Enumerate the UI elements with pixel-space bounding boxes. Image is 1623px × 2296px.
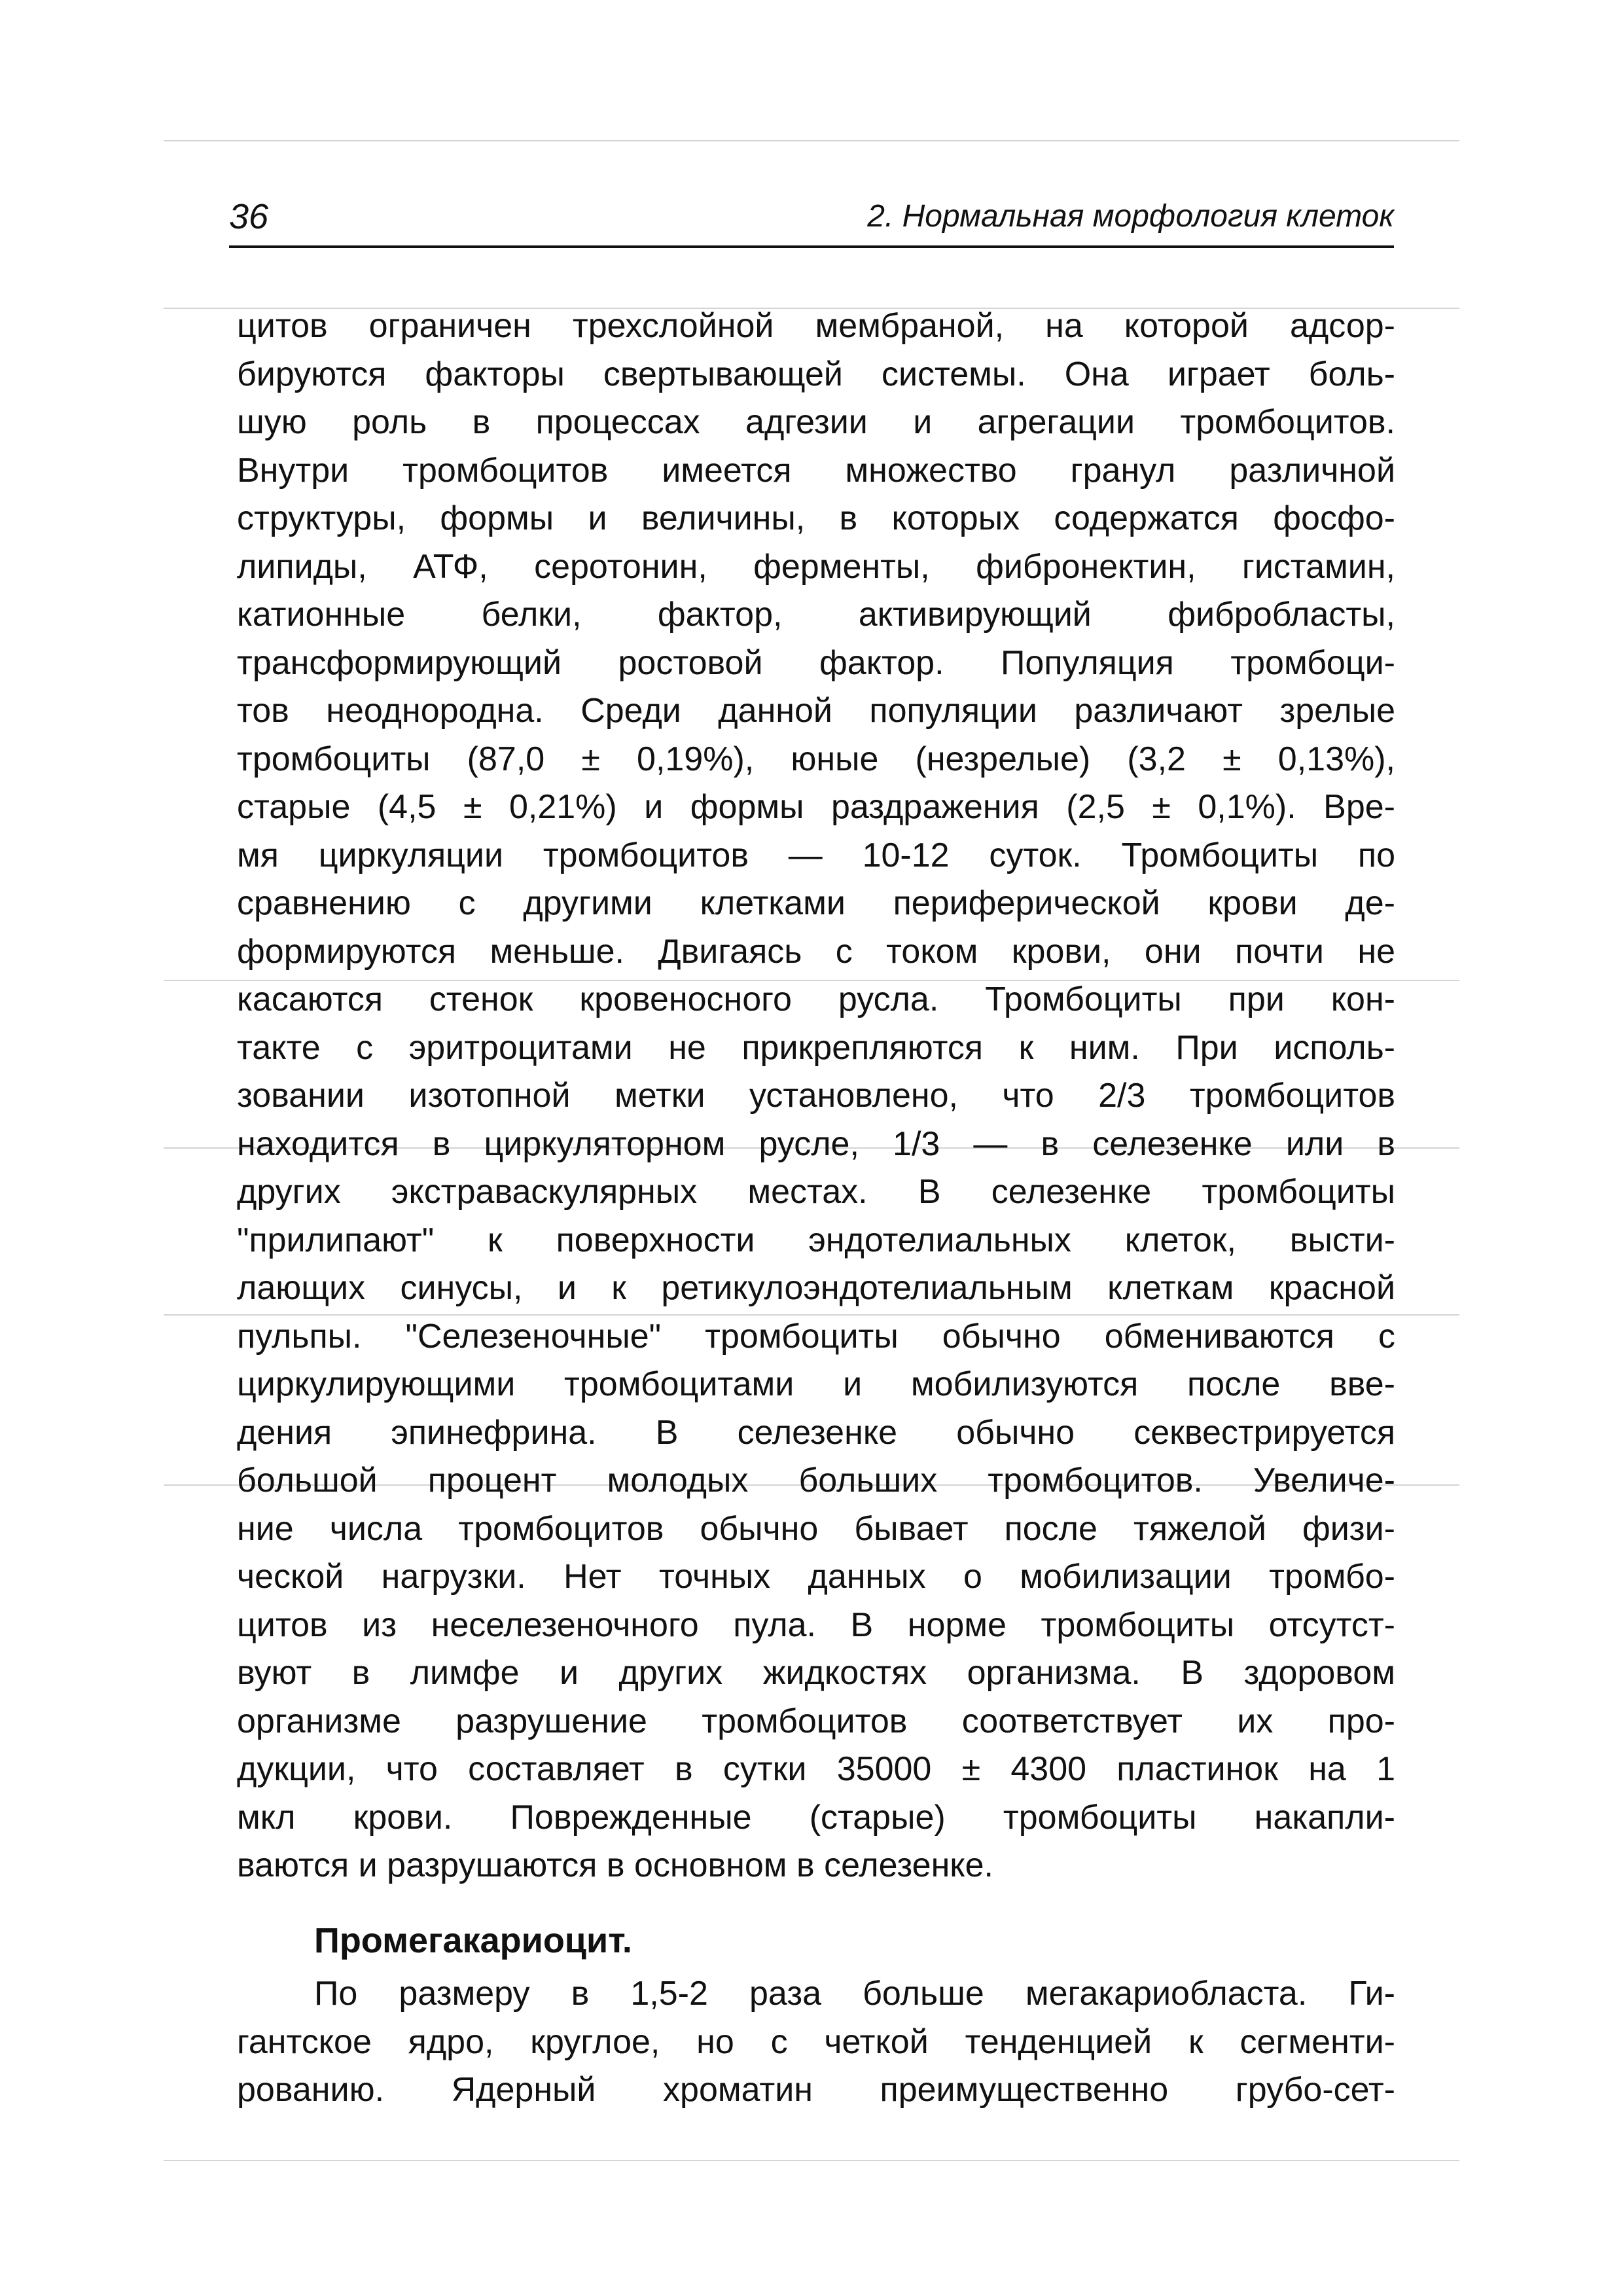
text-line: большой процент молодых больших тромбоцитов. Увеличе- (237, 1462, 1395, 1499)
text-line: По размеру в 1,5-2 раза больше мегакариобласта. Ги- (314, 1975, 1395, 2013)
text-line: мкл крови. Поврежденные (старые) тромбоциты накапли- (237, 1798, 1395, 1837)
page-number: 36 (229, 197, 269, 236)
text-line: касаются стенок кровеносного русла. Тромбоциты при кон- (237, 980, 1395, 1018)
text-line: дукции, что составляет в сутки 35000 ± 4300 пластинок на 1 (237, 1750, 1395, 1788)
text-line: тов неоднородна. Среди данной популяции различают зрелые (237, 692, 1395, 730)
scan-artifact-line (164, 2160, 1459, 2161)
text-line: цитов из неселезеночного пула. В норме тромбоциты отсутст- (237, 1605, 1395, 1644)
text-line: "прилипают" к поверхности эндотелиальных клеток, высти- (237, 1221, 1395, 1259)
text-line: старые (4,5 ± 0,21%) и формы раздражения (2,5 ± 0,1%). Вре- (237, 788, 1395, 826)
scan-artifact-line (164, 140, 1459, 141)
page-header (229, 180, 1394, 248)
text-line: катионные белки, фактор, активирующий фибробласты, (237, 596, 1395, 634)
text-line: такте с эритроцитами не прикрепляются к ним. При исполь- (237, 1028, 1395, 1067)
text-line: формируются меньше. Двигаясь с током крови, они почти не (237, 932, 1395, 971)
text-line: находится в циркуляторном русле, 1/3 — в селезенке или в (237, 1124, 1395, 1163)
text-line: других экстраваскулярных местах. В селезенке тромбоциты (237, 1173, 1395, 1211)
section-paragraph (237, 1970, 1395, 2115)
text-line: сравнению с другими клетками периферической крови де- (237, 884, 1395, 922)
body-paragraph (237, 302, 1395, 1890)
text-line: цитов ограничен трехслойной мембраной, на которой адсор- (237, 307, 1395, 345)
section-heading: Промегакариоцит. (314, 1921, 632, 1960)
text-line: бируются факторы свертывающей системы. Она играет боль- (237, 355, 1395, 393)
text-line: липиды, АТФ, серотонин, ферменты, фибронектин, гистамин, (237, 547, 1395, 586)
text-line: мя циркуляции тромбоцитов — 10-12 суток. Тромбоциты по (237, 836, 1395, 874)
text-line: структуры, формы и величины, в которых содержатся фосфо- (237, 499, 1395, 537)
text-line: зовании изотопной метки установлено, что 2/3 тромбоцитов (237, 1077, 1395, 1115)
text-line: ние числа тромбоцитов обычно бывает после тяжелой физи- (237, 1509, 1395, 1548)
text-line: лающих синусы, и к ретикулоэндотелиальным клеткам красной (237, 1269, 1395, 1307)
text-line: вуют в лимфе и других жидкостях организма. В здоровом (237, 1654, 1395, 1692)
text-line: тромбоциты (87,0 ± 0,19%), юные (незрелые) (3,2 ± 0,13%), (237, 740, 1395, 778)
running-head: 2. Нормальная морфология клеток (867, 199, 1394, 234)
text-line: циркулирующими тромбоцитами и мобилизуются после вве- (237, 1365, 1395, 1403)
text-line: ваются и разрушаются в основном в селезенке. (237, 1846, 993, 1884)
text-line: гантское ядро, круглое, но с четкой тенденцией к сегменти- (237, 2022, 1395, 2061)
text-line: рованию. Ядерный хроматин преимущественно грубо-сет- (237, 2071, 1395, 2109)
text-line: организме разрушение тромбоцитов соответствует их про- (237, 1702, 1395, 1740)
text-line: трансформирующий ростовой фактор. Популяция тромбоци- (237, 643, 1395, 682)
text-line: пульпы. "Селезеночные" тромбоциты обычно обмениваются с (237, 1317, 1395, 1355)
text-line: шую роль в процессах адгезии и агрегации тромбоцитов. (237, 403, 1395, 441)
text-line: дения эпинефрина. В селезенке обычно секвестрируется (237, 1413, 1395, 1452)
text-line: Внутри тромбоцитов имеется множество гранул различной (237, 451, 1395, 490)
text-line: ческой нагрузки. Нет точных данных о мобилизации тромбо- (237, 1558, 1395, 1596)
